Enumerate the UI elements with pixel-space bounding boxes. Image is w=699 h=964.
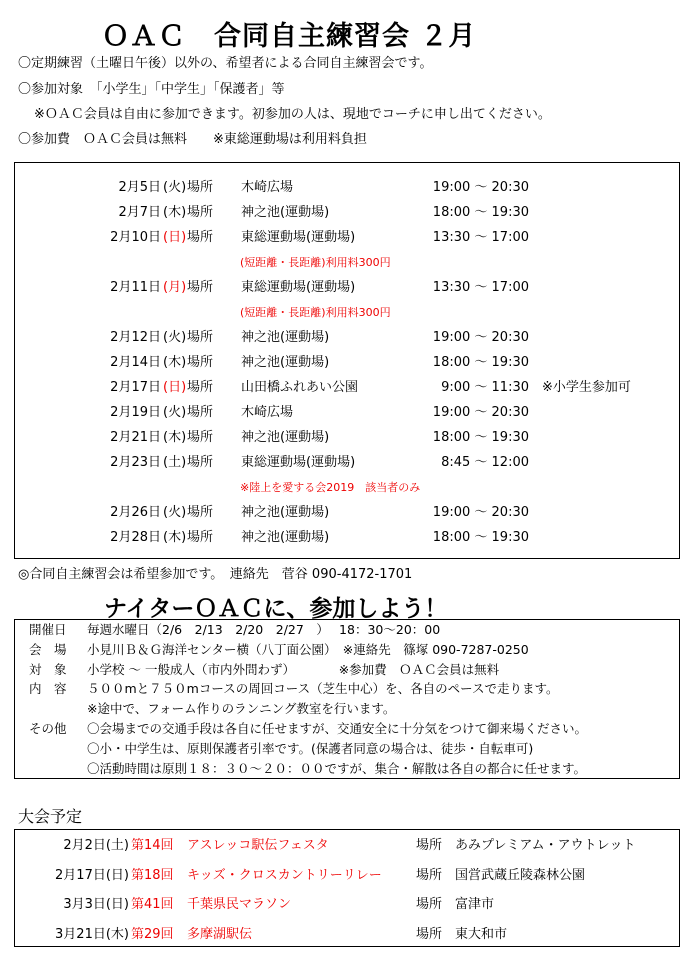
night-key: 対 象 [29,661,67,677]
tournament-date: 2月2日(土) [63,838,129,853]
tournament-name: キッズ・クロスカントリーリレー [187,867,382,883]
schedule-row [15,375,679,400]
night-key: 開催日 [29,622,67,637]
schedule-row [15,175,679,200]
night-value: 小学校 ～ 一般成人（市内外問わず） ※参加費 ＯＡＣ会員は無料 [87,661,500,677]
schedule-label: 場所 [187,230,214,245]
schedule-day: (火) [163,180,187,195]
schedule-row [15,275,679,300]
schedule-time: 13:30 ～ 17:00 [432,230,529,245]
contact-line: ◎合同自主練習会は希望参加です。 連絡先 菅谷 090-4172-1701 [18,567,413,582]
schedule-row [15,500,679,525]
schedule-note-row [15,475,679,500]
schedule-venue: 神之池(運動場) [241,530,330,545]
schedule-date: 2月23日 [110,455,161,470]
schedule-row [15,225,679,250]
tournament-label: 場所 [416,867,443,883]
schedule-label: 場所 [187,530,214,545]
tournament-name: アスレッコ駅伝フェスタ [187,838,329,853]
night-box [14,619,680,779]
schedule-date: 2月26日 [110,505,161,520]
schedule-day: (土) [163,455,187,470]
schedule-venue: 東総運動場(運動場) [241,230,356,245]
night-key: その他 [29,721,67,736]
tournament-number: 第29回 [131,926,174,942]
schedule-label: 場所 [187,280,214,295]
schedule-time: 18:00 ～ 19:30 [432,430,529,445]
schedule-day: (火) [163,405,187,420]
schedule-label: 場所 [187,505,214,520]
schedule-venue: 神之池(運動場) [241,205,330,220]
tournament-number: 第41回 [131,897,174,912]
schedule-day: (日) [163,380,187,395]
schedule-note: ※陸上を愛する会2019 該当者のみ [240,481,421,494]
schedule-row [15,525,679,550]
schedule-label: 場所 [187,380,214,395]
tournament-number: 第14回 [131,838,174,853]
schedule-label: 場所 [187,355,214,370]
schedule-label: 場所 [187,430,214,445]
schedule-label: 場所 [187,180,214,195]
schedule-date: 2月21日 [110,430,161,445]
schedule-note-row [15,300,679,325]
tournament-row [15,890,679,919]
schedule-time: 9:00 ～ 11:30 [441,380,529,395]
schedule-day: (木) [163,205,187,220]
schedule-venue: 東総運動場(運動場) [241,455,356,470]
schedule-time: 19:00 ～ 20:30 [432,505,529,520]
schedule-day: (火) [163,330,187,345]
schedule-venue: 東総運動場(運動場) [241,280,356,295]
tournament-row [15,920,679,949]
tournament-heading: 大会予定 [18,807,83,826]
schedule-time: 8:45 ～ 12:00 [441,455,529,470]
schedule-date: 2月28日 [110,530,161,545]
schedule-label: 場所 [187,330,214,345]
schedule-time: 13:30 ～ 17:00 [432,280,529,295]
schedule-time: 18:00 ～ 19:30 [432,355,529,370]
tournament-number: 第18回 [131,867,174,883]
schedule-note-row [15,250,679,275]
schedule-row [15,350,679,375]
schedule-day: (木) [163,530,187,545]
schedule-date: 2月5日 [118,180,161,195]
tournament-date: 3月3日(日) [63,897,129,912]
intro-line: ※ＯＡＣ会員は自由に参加できます。初参加の人は、現地でコーチに申し出てください。 [34,107,551,122]
schedule-date: 2月19日 [110,405,161,420]
schedule-label: 場所 [187,455,214,470]
night-value: ※途中で、フォーム作りのランニング教室を行います。 [87,701,396,717]
schedule-date: 2月10日 [110,230,161,245]
schedule-note: (短距離・長距離)利用料300円 [240,306,391,319]
night-key: 内 容 [29,681,67,697]
tournament-row [15,861,679,890]
schedule-date: 2月14日 [110,355,161,370]
night-title: ナイターＯＡＣに、参加しよう！ [104,596,448,622]
schedule-row [15,325,679,350]
schedule-time: 19:00 ～ 20:30 [432,180,529,195]
tournament-label: 場所 [416,926,443,942]
night-value: 小見川Ｂ＆Ｇ海洋センター横（八丁面公園） ※連絡先 篠塚 090-7287-0250 [87,641,529,657]
tournament-place: 東大和市 [455,926,508,942]
schedule-date: 2月7日 [118,205,161,220]
tournament-row [15,831,679,860]
intro-line: 〇定期練習（土曜日午後）以外の、希望者による合同自主練習会です。 [18,56,433,71]
night-value: 毎週水曜日（2/6 2/13 2/20 2/27 ） 18：30～20：00 [87,622,441,637]
schedule-row [15,425,679,450]
intro-line: 〇参加費 ＯＡＣ会員は無料 ※東総運動場は利用料負担 [18,132,367,147]
tournament-place: 国営武蔵丘陵森林公園 [455,867,586,883]
schedule-venue: 山田橋ふれあい公園 [241,380,359,395]
schedule-venue: 木崎広場 [241,180,294,195]
tournament-date: 2月17日(日) [55,867,129,883]
schedule-time: 19:00 ～ 20:30 [432,405,529,420]
schedule-day: (日) [163,230,187,245]
schedule-venue: 神之池(運動場) [241,430,330,445]
schedule-venue: 木崎広場 [241,405,294,420]
schedule-row [15,450,679,475]
night-value: 〇小・中学生は、原則保護者引率です。(保護者同意の場合は、徒歩・自転車可) [87,740,534,756]
schedule-venue: 神之池(運動場) [241,355,330,370]
page-title: ＯＡＣ 合同自主練習会 ２月 [102,21,477,52]
schedule-day: (火) [163,505,187,520]
schedule-venue: 神之池(運動場) [241,505,330,520]
tournament-box [14,829,680,947]
tournament-label: 場所 [416,838,443,853]
schedule-day: (木) [163,355,187,370]
tournament-place: 富津市 [455,897,495,912]
schedule-venue: 神之池(運動場) [241,330,330,345]
schedule-row [15,400,679,425]
schedule-date: 2月11日 [110,280,161,295]
schedule-date: 2月17日 [110,380,161,395]
intro-line: 〇参加対象 「小学生」「中学生」「保護者」等 [18,82,285,97]
night-value: 〇会場までの交通手段は各自に任せますが、交通安全に十分気をつけて御来場ください。 [87,721,588,736]
tournament-label: 場所 [416,897,443,912]
schedule-time: 18:00 ～ 19:30 [432,205,529,220]
schedule-label: 場所 [187,205,214,220]
night-value: 〇活動時間は原則１８：３０～２０：００ですが、集合・解散は各自の都合に任せます。 [87,760,587,776]
schedule-date: 2月12日 [110,330,161,345]
schedule-box [14,162,680,559]
schedule-time: 18:00 ～ 19:30 [432,530,529,545]
schedule-day: (月) [163,280,187,295]
schedule-label: 場所 [187,405,214,420]
tournament-place: あみプレミアム・アウトレット [455,838,636,853]
schedule-row [15,200,679,225]
tournament-name: 多摩湖駅伝 [187,926,253,942]
tournament-date: 3月21日(木) [55,926,129,942]
schedule-note: (短距離・長距離)利用料300円 [240,256,391,269]
night-key: 会 場 [29,641,67,657]
schedule-extra: ※小学生参加可 [542,380,631,395]
schedule-day: (木) [163,430,187,445]
schedule-time: 19:00 ～ 20:30 [432,330,529,345]
tournament-name: 千葉県民マラソン [187,897,292,912]
night-value: ５００mと７５０mコースの周回コース（芝生中心）を、各自のペースで走ります。 [87,681,559,697]
